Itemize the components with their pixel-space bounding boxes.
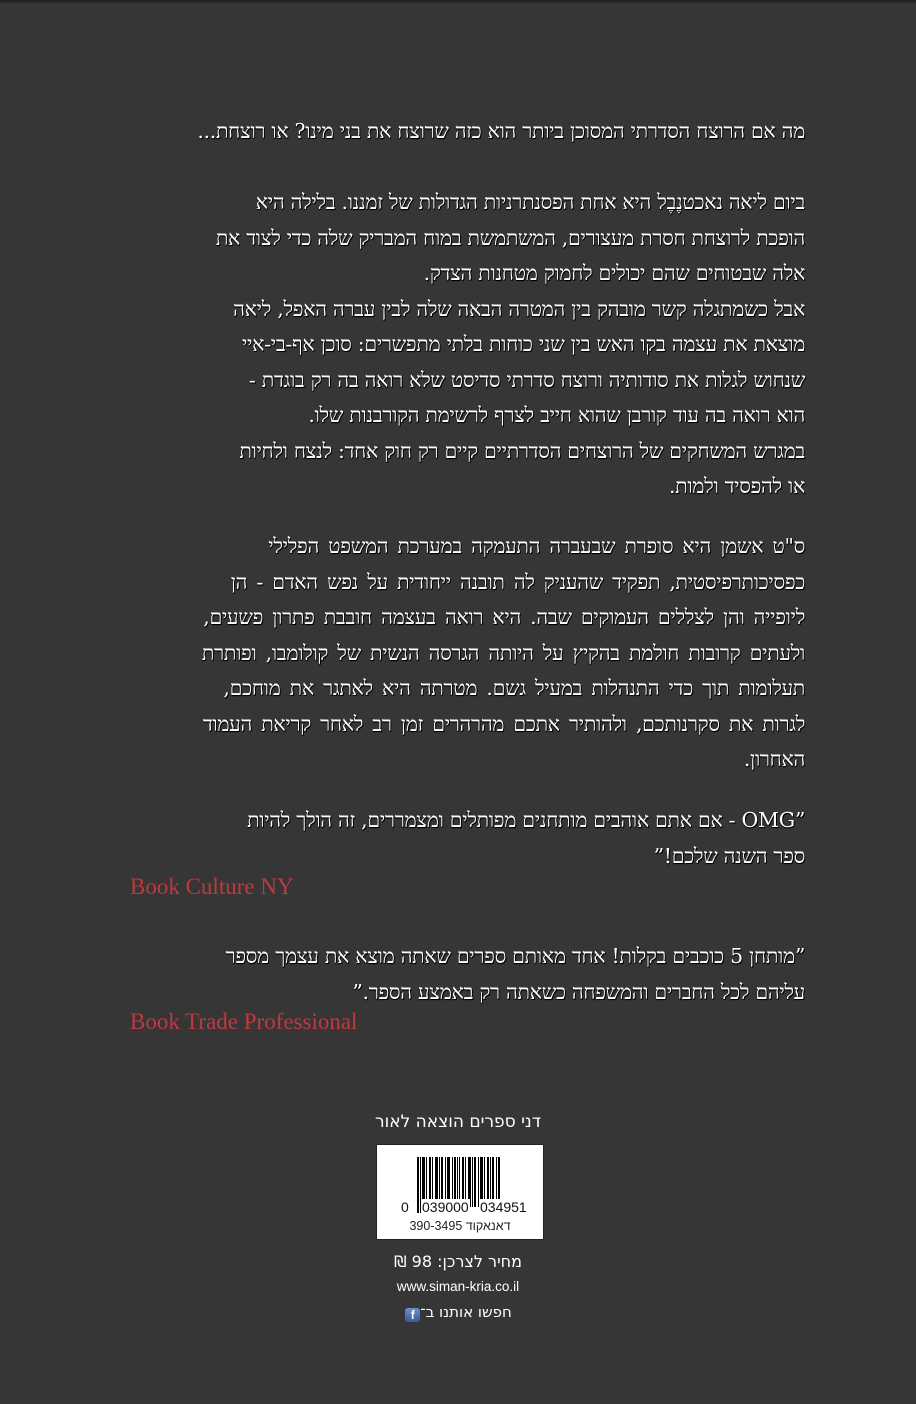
synopsis-paragraph <box>130 185 805 505</box>
synopsis-line: מוצאת את עצמה בקו האש בין שני כוחות בלתי מתפשרים: סוכן אף-בי-איי <box>241 332 805 356</box>
intro-line: מה אם הרוצח הסדרתי המסוכן ביותר הוא כזה שרוצח את בני מינו? או רוצחת... <box>197 119 805 143</box>
author-bio-line: כפסיכותרפיסטית, תפקיד שהעניק לה תובנה ייחודית על נפש האדם - הן <box>230 569 805 594</box>
intro-teaser <box>130 114 805 150</box>
review-quote-line: ”מותחן 5 כוכבים בקלות! אחד מאותם ספרים שאתה מוצא את עצמך מספר <box>225 944 805 968</box>
synopsis-line: או להפסיד ולמות. <box>668 474 805 498</box>
review-quote-line: ”OMG - אם אתם אוהבים מותחנים מפותלים ומצמררים, זה הולך להיות <box>247 808 805 832</box>
facebook-text: חפשו אותנו ב־ <box>420 1303 512 1321</box>
facebook-follow[interactable] <box>0 1301 916 1323</box>
review-quote-line: ספר השנה שלכם!” <box>653 843 805 868</box>
synopsis-line: במגרש המשחקים של הרוצחים הסדרתיים קיים רק חוק אחד: לנצח ולחיות <box>239 438 805 463</box>
review-quote-line: עליהם לכל החברים והמשפחה כשאתה רק באמצע הספר.” <box>352 979 805 1004</box>
review-attribution-1: Book Culture NY <box>130 874 294 899</box>
barcode-lead-digit: 0 <box>401 1199 409 1215</box>
barcode-code-label: דאנאקוד 390-3495 <box>409 1219 511 1233</box>
author-bio-line: ס"ט אשמן היא סופרת שבעברה התעמקה במערכת המשפט הפלילי <box>268 534 805 558</box>
top-edge-shadow <box>0 0 916 4</box>
synopsis-line: שנחוש לגלות את סודותיה ורוצח סדרתי סדיסט שלא רואה בה רק בוגדת - <box>248 367 805 392</box>
facebook-icon[interactable]: f <box>405 1308 420 1322</box>
barcode <box>376 1144 544 1240</box>
synopsis-line: אבל כשמתגלה קשר מובהק בין המטרה הבאה שלה לבין עברה האפל, ליאה <box>233 296 805 321</box>
consumer-price: מחיר לצרכן: 98 ₪ <box>394 1252 522 1271</box>
author-bio-line: ליופייה והן לצללים העמוקים שבה. היא רואה בעצמה חובבת פתרון פשעים, <box>203 605 805 629</box>
synopsis-line: אלה שבטוחים שהם יכולים לחמוק מטחנות הצדק. <box>423 261 805 285</box>
barcode-group-2: 034951 <box>480 1199 527 1215</box>
author-bio-line: תעלומות תוך כדי התנהלות במעיל גשם. מטרתה היא לאתגר את מוחכם, <box>223 676 805 700</box>
author-bio-line: ולעתים קרובות חולמת בהקיץ על היותה הגרסה הנשית של קולומבו, ופותרת <box>201 640 805 665</box>
publisher-name: דני ספרים הוצאה לאור <box>375 1112 541 1132</box>
author-bio-line: לגרות את סקרנותכם, ולהותיר אתכם מהרהרים זמן רב לאחר קריאת העמוד <box>202 711 805 736</box>
author-bio-line: האחרון. <box>743 747 805 771</box>
review-attribution-2: Book Trade Professional <box>130 1009 358 1034</box>
review-quote-2 <box>130 939 805 1010</box>
review-quote-1 <box>130 803 805 874</box>
synopsis-line: הוא רואה בה עוד קורבן שהוא חייב לצרף לרשימת הקורבנות שלו. <box>308 403 805 427</box>
synopsis-line: הופכת לרוצחת חסרת מעצורים, המשתמשת במוח המבריק שלה כדי לצוד את <box>215 225 805 250</box>
synopsis-line: ביום ליאה נאכטנֶבֶל היא אחת הפסנתרניות הגדולות של זמננו. בלילה היא <box>255 190 805 214</box>
author-bio-paragraph <box>130 529 805 778</box>
barcode-group-1: 039000 <box>422 1199 469 1215</box>
website-link[interactable]: www.siman-kria.co.il <box>396 1279 520 1294</box>
